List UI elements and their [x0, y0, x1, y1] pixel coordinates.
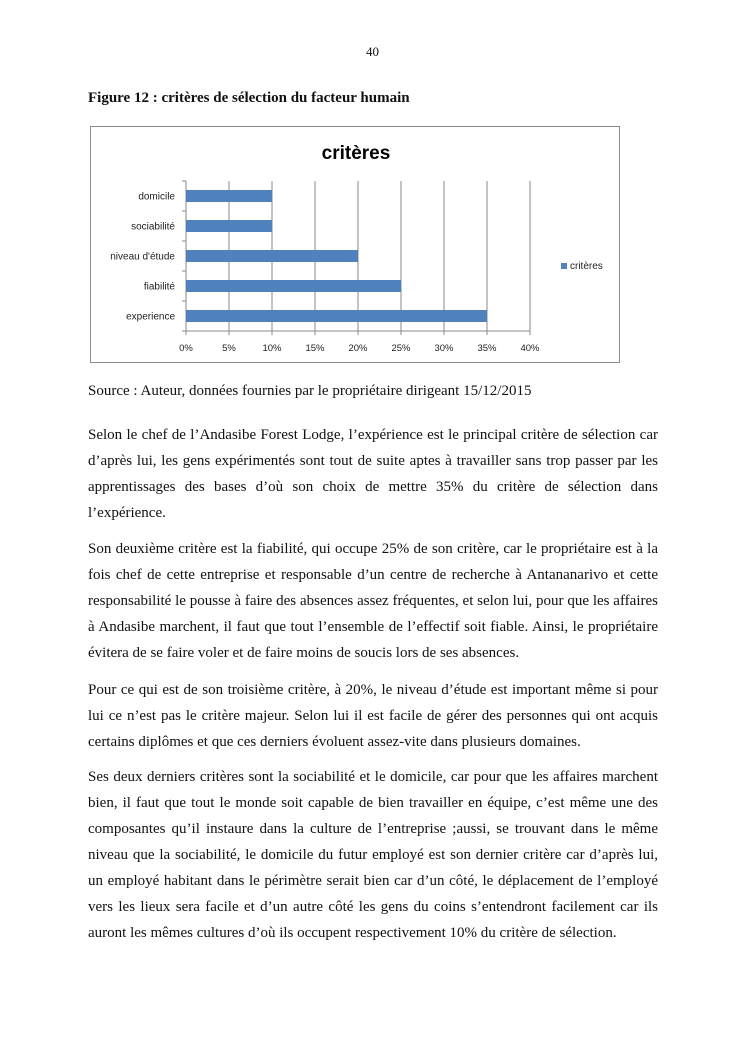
bar-sociabilit- — [186, 220, 272, 232]
legend-swatch — [561, 263, 567, 269]
y-category-label: domicile — [138, 191, 175, 203]
paragraph-2: Son deuxième critère est la fiabilité, qui occupe 25% de son critère, car le propriétaire est à la fois chef de cette entreprise et responsable d’un centre de recherche à Antananarivo et cette responsabilité le pousse à faire des absences assez fréquentes, et selon lui, pour que les affaires à Andasibe marchent, il faut que tout l’ensemble de l’effectif soit fiable. Ainsi, le propriétaire évitera de se faire voler et de faire moins de soucis lors de ses absences. — [88, 541, 658, 661]
x-tick-label: 40% — [520, 343, 540, 354]
paragraph-1: Selon le chef de l’Andasibe Forest Lodge, l’expérience est le principal critère de sélection car d’après lui, les gens expérimentés sont tout de suite aptes à travailler sans trop passer par les apprentissages des bases d’où son choix de mettre 35% du critère de sélection dans l’expérience. — [88, 427, 658, 521]
figure-title: Figure 12 : critères de sélection du facteur humain — [88, 90, 410, 106]
y-category-label: sociabilité — [131, 221, 175, 233]
bar-niveau-d--tude — [186, 250, 358, 262]
legend-label: critères — [570, 261, 603, 272]
paragraph-3: Pour ce qui est de son troisième critère, à 20%, le niveau d’étude est important même si pour lui ce n’est pas le critère majeur. Selon lui il est facile de gérer des personnes qui ont acquis certains diplômes et que ces derniers évoluent assez-vite dans plusieurs domaines. — [88, 682, 658, 750]
paragraph-4: Ses deux derniers critères sont la sociabilité et le domicile, car pour que les affaires marchent bien, il faut que tout le monde soit capable de bien travailler en équipe, c’est même une des composantes qu’il instaure dans la culture de l’entreprise ;aussi, se trouvant dans le même niveau que la sociabilité, le domicile du futur employé est son dernier critère car d’après lui, un employé habitant dans le périmètre serait bien car d’un côté, le déplacement de l’employé vers les lieux sera facile et d’un autre côté les gens du coins s’entendront facilement car ils auront les mêmes cultures d’où ils occupent respectivement 10% du critère de sélection. — [88, 769, 658, 941]
bar-chart — [90, 126, 620, 363]
bar-fiabilit- — [186, 280, 401, 292]
chart-svg — [91, 127, 621, 364]
bar-experience — [186, 310, 487, 322]
x-tick-label: 0% — [179, 343, 193, 354]
x-tick-label: 5% — [222, 343, 236, 354]
bar-domicile — [186, 190, 272, 202]
y-category-label: experience — [126, 311, 175, 323]
x-tick-label: 30% — [434, 343, 454, 354]
y-category-label: niveau d'étude — [110, 251, 175, 263]
page-number: 40 — [366, 44, 379, 59]
chart-title: critères — [321, 143, 391, 164]
x-tick-label: 15% — [305, 343, 325, 354]
y-category-label: fiabilité — [143, 281, 175, 293]
x-tick-label: 10% — [262, 343, 282, 354]
x-tick-label: 25% — [391, 343, 411, 354]
x-tick-label: 20% — [348, 343, 368, 354]
x-tick-label: 35% — [477, 343, 497, 354]
figure-source: Source : Auteur, données fournies par le propriétaire dirigeant 15/12/2015 — [88, 383, 532, 399]
